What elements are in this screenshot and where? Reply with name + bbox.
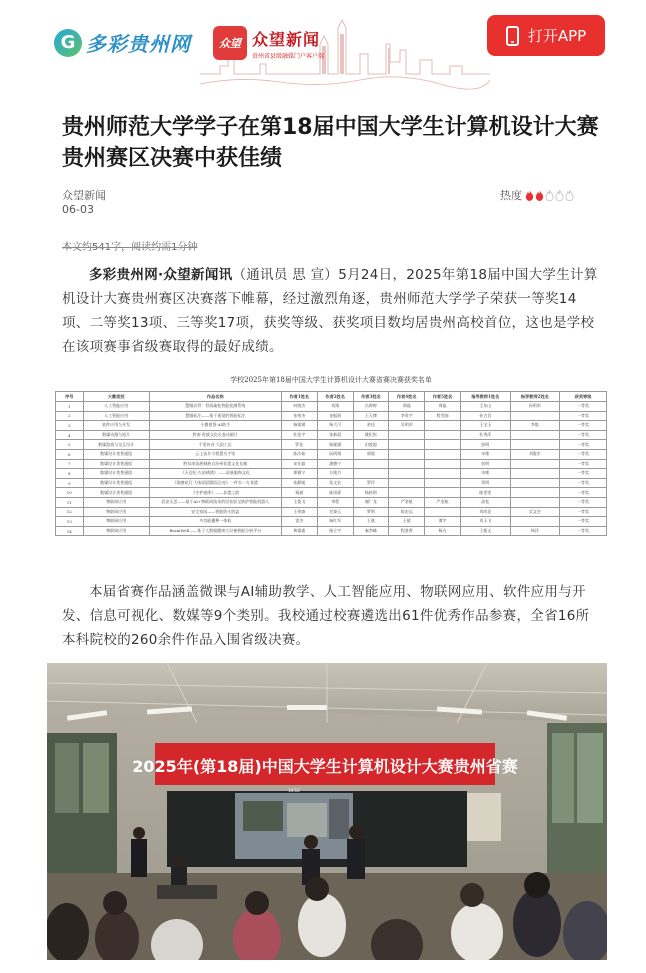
table-cell: 9 <box>56 478 84 488</box>
table-cell: 人工智能应用 <box>83 411 149 421</box>
table-row <box>56 430 607 440</box>
table-row <box>56 402 607 412</box>
table-cell: 李程 <box>317 497 353 507</box>
table-cell: 王余森 <box>281 507 317 517</box>
table-cell: 刘玉飞 <box>460 517 510 527</box>
logo-text: 多彩贵州网 <box>86 32 191 56</box>
table-row <box>56 411 607 421</box>
table-cell: 8 <box>56 469 84 479</box>
table-cell: 张新晨 <box>317 430 353 440</box>
table-cell: 刘俊军 <box>510 449 560 459</box>
table-row <box>56 478 607 488</box>
table-cell: 14 <box>56 526 84 536</box>
table-cell <box>389 488 425 498</box>
table-cell: 彭明 <box>460 440 510 450</box>
table-cell: 程贤香 <box>389 526 425 536</box>
table-cell: 罗玲 <box>353 478 389 488</box>
table-cell: 数媒设计类普通组 <box>83 488 149 498</box>
article-title: 贵州师范大学学子在第18届中国大学生计算机设计大赛贵州赛区决赛中获佳绩 <box>62 115 599 171</box>
table-cell: 王东山 <box>460 402 510 412</box>
table-cell <box>510 478 560 488</box>
table-cell <box>389 478 425 488</box>
duocai-guizhou-logo[interactable] <box>54 28 191 57</box>
table-row <box>56 421 607 431</box>
table-cell <box>425 449 461 459</box>
article-paragraph-1 <box>62 263 602 359</box>
table-header-cell: 指导教师2姓名 <box>510 392 560 402</box>
table-cell: 慧眼识骨：骨质疏松智能检测系统 <box>149 402 281 412</box>
table-cell: 数媒动漫与短片 <box>83 430 149 440</box>
table-cell: 何晓杰 <box>281 402 317 412</box>
table-cell: 慧眼标注——基于视觉的智能标注 <box>149 411 281 421</box>
table-cell: 张静媛 <box>281 478 317 488</box>
award-table <box>55 391 607 536</box>
lead-source: 多彩贵州网·众望新闻讯 <box>89 267 233 283</box>
table-cell: 彭明 <box>460 459 510 469</box>
table-cell <box>425 459 461 469</box>
zhongwang-news-logo[interactable] <box>213 26 324 60</box>
table-cell: 刘翔 <box>317 402 353 412</box>
zhongwang-mark-icon: 众望 <box>213 26 247 60</box>
table-cell: 毛泰云 <box>317 507 353 517</box>
table-cell: 王斌 <box>353 517 389 527</box>
table-cell: 王俊飞 <box>281 497 317 507</box>
table-cell: 潘德宁 <box>317 459 353 469</box>
table-cell: 吴文会 <box>510 507 560 517</box>
table-cell <box>425 421 461 431</box>
table-cell: 居安无恙——基于AI+物联网技术的居家安全防护智能机器人 <box>149 497 281 507</box>
table-cell: 刘尚昆 <box>460 507 510 517</box>
table-cell <box>389 430 425 440</box>
table-cell: 程雪刚 <box>425 411 461 421</box>
table-cell: 杨丸 <box>425 526 461 536</box>
table-cell: 物联网应用 <box>83 497 149 507</box>
flame-inactive-icon <box>565 190 574 201</box>
table-cell: 谢广龙 <box>353 497 389 507</box>
table-cell: 一等奖 <box>560 478 607 488</box>
table-cell: 姚纪彤 <box>353 430 389 440</box>
table-cell: 1 <box>56 402 84 412</box>
table-cell: 6 <box>56 449 84 459</box>
zhongwang-name: 众望新闻 <box>252 29 321 49</box>
app-header <box>0 0 646 92</box>
table-cell: 王天博 <box>353 411 389 421</box>
table-cell: 孙明翠 <box>510 402 560 412</box>
table-cell: 一等奖 <box>560 449 607 459</box>
table-row <box>56 440 607 450</box>
table-cell: 12 <box>56 507 84 517</box>
read-info-text: 本文约541字，阅读约需1分钟 <box>62 242 198 253</box>
table-cell: 邢媛 <box>353 449 389 459</box>
table-cell: 千里传音·大国工匠 <box>149 440 281 450</box>
award-list-image[interactable] <box>55 375 607 562</box>
table-cell <box>389 469 425 479</box>
table-cell: 张伟杰 <box>281 411 317 421</box>
heat-indicator <box>500 187 575 203</box>
table-cell: 孙吉君 <box>460 411 510 421</box>
table-cell <box>389 459 425 469</box>
table-cell: 物联网应用 <box>83 526 149 536</box>
table-cell: 3 <box>56 421 84 431</box>
zhongwang-subtitle: 贵州省县级融媒门户客户端 <box>252 52 325 60</box>
table-header-cell: 序号 <box>56 392 84 402</box>
table-cell: 张文宏 <box>317 478 353 488</box>
table-header-cell: 作者3姓名 <box>353 392 389 402</box>
table-header-cell: 大赛类别 <box>83 392 149 402</box>
table-cell: 一等奖 <box>560 430 607 440</box>
table-cell: 吴明翠 <box>389 421 425 431</box>
event-photo[interactable] <box>47 663 607 960</box>
table-cell: 陈沙茹 <box>281 449 317 459</box>
table-cell: 王斌 <box>389 517 425 527</box>
photo-clock: 14:12 <box>288 788 300 793</box>
table-cell: 一等奖 <box>560 526 607 536</box>
table-cell: 13 <box>56 517 84 527</box>
table-cell: 一等奖 <box>560 411 607 421</box>
table-cell <box>510 440 560 450</box>
table-cell: 人工智能应用 <box>83 402 149 412</box>
table-cell: 一等奖 <box>560 402 607 412</box>
table-cell: 杜秀萍 <box>460 430 510 440</box>
table-cell: 《侗寨花灯·为家国团圆而点亮》一件衣一方非遗 <box>149 478 281 488</box>
table-cell: 数媒设计类普通组 <box>83 469 149 479</box>
table-cell <box>510 469 560 479</box>
table-row <box>56 507 607 517</box>
table-cell: 杨大可 <box>317 421 353 431</box>
award-table-caption: 学校2025年第18届中国大学生计算机设计大赛省赛决赛获奖名单 <box>230 376 432 384</box>
table-cell: 申维 <box>460 449 510 459</box>
flame-active-icon <box>535 190 544 201</box>
table-cell: 数媒设计类普通组 <box>83 459 149 469</box>
table-cell: 杨梓琪 <box>353 488 389 498</box>
table-cell <box>510 411 560 421</box>
table-header-cell: 作品名称 <box>149 392 281 402</box>
table-row <box>56 497 607 507</box>
table-cell: 一等奖 <box>560 497 607 507</box>
table-cell: 物联网应用 <box>83 517 149 527</box>
heat-label: 热度 <box>500 189 522 202</box>
table-cell <box>389 449 425 459</box>
table-cell: 杨霖涵 <box>281 421 317 431</box>
table-cell: 多功能播种一体机 <box>149 517 281 527</box>
table-row <box>56 459 607 469</box>
table-cell: 王宝玉 <box>460 421 510 431</box>
table-cell: 严金航 <box>425 497 461 507</box>
table-cell: 王都文 <box>460 526 510 536</box>
read-info <box>62 238 197 253</box>
table-cell: 11 <box>56 497 84 507</box>
table-cell: 周磊 <box>425 402 461 412</box>
table-header-cell: 获奖等级 <box>560 392 607 402</box>
article-date: 06-03 <box>62 203 94 216</box>
table-cell: 4 <box>56 430 84 440</box>
table-cell: 宋仕叡 <box>281 459 317 469</box>
photo-banner-text: 2025年(第18届)中国大学生计算机设计大赛贵州省赛 <box>132 757 518 776</box>
table-cell: 数媒设计类普通组 <box>83 478 149 488</box>
table-cell: 一等奖 <box>560 440 607 450</box>
table-cell: 黄霜霜 <box>281 526 317 536</box>
table-cell: 陈雯雯 <box>460 488 510 498</box>
table-cell: 杜佳宇 <box>281 430 317 440</box>
table-cell <box>510 459 560 469</box>
table-cell: 杨洋 <box>510 526 560 536</box>
table-header-cell: 作者2姓名 <box>317 392 353 402</box>
table-cell <box>425 430 461 440</box>
table-cell: 5 <box>56 440 84 450</box>
table-cell: 10 <box>56 488 84 498</box>
table-row <box>56 449 607 459</box>
table-cell: 高松 <box>460 497 510 507</box>
table-cell <box>425 488 461 498</box>
table-cell: 李俊 <box>510 421 560 431</box>
paragraph-1-text: （通讯员 思 宣）5月24日，2025年第18届中国大学生计算机设计大赛贵州赛区决赛落下帷幕，经过激烈角逐，贵州师范大学学子荣获一等奖14项、二等奖13项、三等奖17项，获奖等级、获奖项目数均居贵州高校首位，这也是学校在该项赛事省级赛取得的最好成绩。 <box>62 267 598 355</box>
heat-flames <box>525 190 575 201</box>
table-cell: 黔东南苗族侗族自治州非遗文化长廊 <box>149 459 281 469</box>
table-cell: 一等奖 <box>560 459 607 469</box>
table-row <box>56 469 607 479</box>
phone-icon <box>506 26 519 46</box>
table-cell: 杨斌 <box>281 488 317 498</box>
table-cell: 金振海 <box>317 411 353 421</box>
table-header-cell: 指导教师1姓名 <box>460 392 510 402</box>
table-cell: 数媒游戏与交互设计 <box>83 440 149 450</box>
table-cell: 一等奖 <box>560 469 607 479</box>
table-cell: 云上苗乡与智慧巧手馆 <box>149 449 281 459</box>
table-cell: 秦李峰 <box>353 526 389 536</box>
table-cell: 杨红军 <box>317 517 353 527</box>
table-cell: 杨立宇 <box>317 526 353 536</box>
open-app-label: 打开APP <box>527 27 587 45</box>
table-cell: 雷杰 <box>281 517 317 527</box>
table-cell <box>510 488 560 498</box>
table-cell: 阮明翔 <box>317 449 353 459</box>
table-cell: 黔南·贵族文化长卷动画片 <box>149 430 281 440</box>
table-cell: 方奥月 <box>317 469 353 479</box>
table-cell <box>425 440 461 450</box>
article-source[interactable]: 众望新闻 <box>62 189 106 202</box>
table-row <box>56 488 607 498</box>
flame-inactive-icon <box>545 190 554 201</box>
table-cell: 陈宏远 <box>389 507 425 517</box>
table-cell: 罗明 <box>353 507 389 517</box>
table-cell <box>389 440 425 450</box>
table-cell: 一等奖 <box>560 507 607 517</box>
table-cell: 一等奖 <box>560 517 607 527</box>
table-cell <box>353 459 389 469</box>
table-cell <box>510 517 560 527</box>
table-cell <box>510 497 560 507</box>
table-cell: 一等奖 <box>560 488 607 498</box>
table-header-cell: 作者5姓名 <box>425 392 461 402</box>
table-cell: 李贵宇 <box>389 411 425 421</box>
table-cell: 罗佳 <box>281 440 317 450</box>
table-cell: 余佳 <box>353 421 389 431</box>
table-cell: 软件应用与开发 <box>83 421 149 431</box>
flame-inactive-icon <box>555 190 564 201</box>
table-cell: 严金航 <box>389 497 425 507</box>
table-cell <box>510 430 560 440</box>
logo-g-icon: G <box>54 29 82 57</box>
table-cell <box>425 469 461 479</box>
table-header-cell: 作者4姓名 <box>389 392 425 402</box>
table-cell: BrainWell——基于大数据健康大设备智能分析平台 <box>149 526 281 536</box>
table-row <box>56 526 607 536</box>
table-cell: 邢磊 <box>389 402 425 412</box>
table-cell: 郑雅宁 <box>281 469 317 479</box>
table-cell: 申维 <box>460 469 510 479</box>
table-cell: 7 <box>56 459 84 469</box>
table-cell: 冯婷婷 <box>353 402 389 412</box>
table-cell: 安全家园——智能防火防盗 <box>149 507 281 517</box>
table-cell: 谭宇 <box>425 517 461 527</box>
flame-active-icon <box>525 190 534 201</box>
article-paragraph-2: 本届省赛作品涵盖微课与AI辅助教学、人工智能应用、物联网应用、软件应用与开发、信息可视化、数媒等9个类别。我校通过校赛遴选出61件优秀作品参赛，全省16所本科院校的260余件作品入围省级决赛。 <box>62 584 590 648</box>
table-cell <box>353 469 389 479</box>
photo-scene <box>47 663 607 960</box>
table-cell: 《天仓纪·古苗绣谱》——苗族服饰文化 <box>149 469 281 479</box>
table-cell: 物联网应用 <box>83 507 149 517</box>
table-cell <box>425 507 461 517</box>
open-app-button[interactable] <box>487 15 605 56</box>
table-cell: 窦明 <box>460 478 510 488</box>
table-cell: 《守护夜郎》——非遗之韵 <box>149 488 281 498</box>
table-cell: 2 <box>56 411 84 421</box>
table-cell: 田俊超 <box>353 440 389 450</box>
table-cell <box>425 478 461 488</box>
table-cell: 数媒设计类普通组 <box>83 449 149 459</box>
table-cell: 一等奖 <box>560 421 607 431</box>
table-cell: 杨霖涵 <box>317 440 353 450</box>
table-cell: 陈雨霏 <box>317 488 353 498</box>
table-header-cell: 作者1姓名 <box>281 392 317 402</box>
table-row <box>56 517 607 527</box>
table-cell: 小微借贷·AI助手 <box>149 421 281 431</box>
